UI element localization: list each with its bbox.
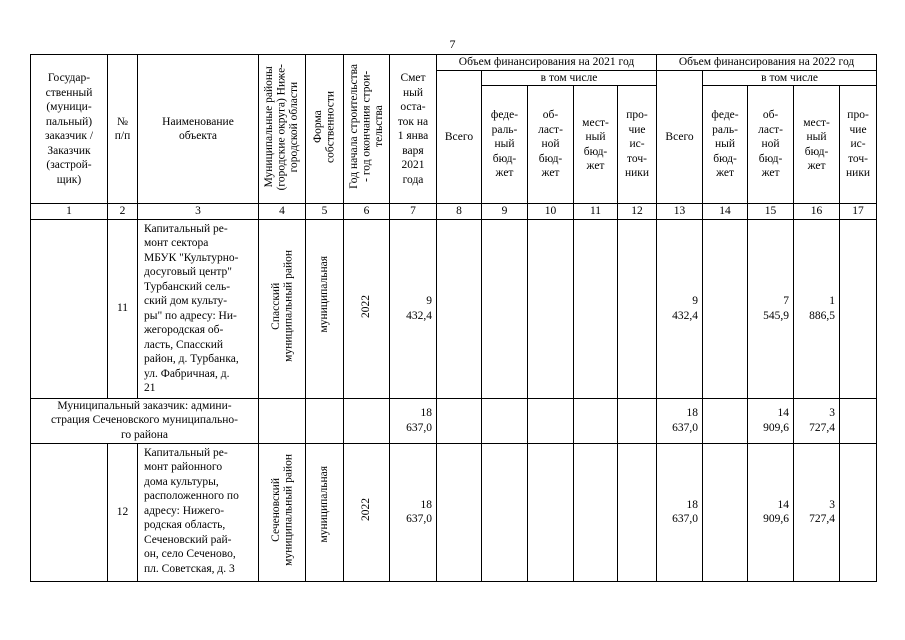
object-name: Капитальный ре- монт районного дома культуры, расположенного по адресу: Нижего- родская область, Сеченовский рай- он, село Сеченово, пл. Советская, д. 3 <box>138 443 259 581</box>
local-2022: 1 886,5 <box>794 219 840 398</box>
year: 2022 <box>360 294 373 318</box>
col-number: 9 <box>482 204 528 220</box>
ownership: муниципальная <box>318 255 331 333</box>
col-number: 16 <box>794 204 840 220</box>
header-object-name: Наименование объекта <box>138 55 259 204</box>
total-2022: 18 637,0 <box>657 443 703 581</box>
header-total-2022: Всего <box>657 70 703 204</box>
estimate: 18 637,0 <box>390 443 437 581</box>
header-other-2022: про- чие ис- точ- ники <box>840 86 877 204</box>
col-number: 12 <box>618 204 657 220</box>
header-local-2021: мест- ный бюд- жет <box>574 86 618 204</box>
col-number: 2 <box>108 204 138 220</box>
district: Спасский муниципальный район <box>269 250 294 363</box>
estimate: 18 637,0 <box>390 398 437 443</box>
header-total-2021: Всего <box>437 70 482 204</box>
customer: Муниципальный заказчик: админи- страция Сеченовского муниципально- го района <box>31 398 259 443</box>
district: Сеченовский муниципальный район <box>269 453 294 566</box>
header-regional-2022: об- ласт- ной бюд- жет <box>748 86 794 204</box>
financing-table <box>30 54 877 582</box>
column-number-row <box>31 204 877 220</box>
table-row <box>31 398 877 443</box>
object-name: Капитальный ре- монт сектора МБУК "Культурно- досуговый центр" Турбанский сель- ский дом культу- ры" по адресу: Ни- жегородская об- ласть, Спасский район, д. Турбанка, ул. Фабричная, д. 21 <box>138 219 259 398</box>
header-local-2022: мест- ный бюд- жет <box>794 86 840 204</box>
regional-2022: 14 909,6 <box>748 443 794 581</box>
header-other-2021: про- чие ис- точ- ники <box>618 86 657 204</box>
header-federal-2022: феде- раль- ный бюд- жет <box>703 86 748 204</box>
page-number: 7 <box>449 37 456 51</box>
header-number: № п/п <box>108 55 138 204</box>
col-number: 13 <box>657 204 703 220</box>
header-incl-2022: в том числе <box>703 70 877 86</box>
header-customer: Государ- ственный (муници- пальный) заказчик / Заказчик (застрой- щик) <box>31 55 108 204</box>
total-2022: 18 637,0 <box>657 398 703 443</box>
col-number: 8 <box>437 204 482 220</box>
col-number: 7 <box>390 204 437 220</box>
header-fin-2021: Объем финансирования на 2021 год <box>437 55 657 71</box>
col-number: 4 <box>259 204 306 220</box>
col-number: 10 <box>528 204 574 220</box>
year: 2022 <box>360 498 373 522</box>
header-regional-2021: об- ласт- ной бюд- жет <box>528 86 574 204</box>
row-number: 12 <box>108 443 138 581</box>
header-fin-2022: Объем финансирования на 2022 год <box>657 55 877 71</box>
col-number: 5 <box>306 204 344 220</box>
col-number: 14 <box>703 204 748 220</box>
col-number: 1 <box>31 204 108 220</box>
total-2022: 9 432,4 <box>657 219 703 398</box>
row-number: 11 <box>108 219 138 398</box>
col-number: 11 <box>574 204 618 220</box>
header-districts: Муниципальные районы (городские округа) Нижe- городской области <box>263 63 301 190</box>
table-row <box>31 219 877 398</box>
col-number: 15 <box>748 204 794 220</box>
regional-2022: 14 909,6 <box>748 398 794 443</box>
header-federal-2021: феде- раль- ный бюд- жет <box>482 86 528 204</box>
header-years: Год начала строительства - год окончания строи- тельства <box>347 64 385 190</box>
local-2022: 3 727,4 <box>794 443 840 581</box>
col-number: 17 <box>840 204 877 220</box>
local-2022: 3 727,4 <box>794 398 840 443</box>
table-row <box>31 443 877 581</box>
header-incl-2021: в том числе <box>482 70 657 86</box>
header-estimate: Смет ный оста- ток на 1 янва варя 2021 года <box>390 55 437 204</box>
regional-2022: 7 545,9 <box>748 219 794 398</box>
ownership: муниципальная <box>318 465 331 543</box>
col-number: 6 <box>344 204 390 220</box>
header-ownership: Форма собственности <box>312 90 337 163</box>
col-number: 3 <box>138 204 259 220</box>
estimate: 9 432,4 <box>390 219 437 398</box>
